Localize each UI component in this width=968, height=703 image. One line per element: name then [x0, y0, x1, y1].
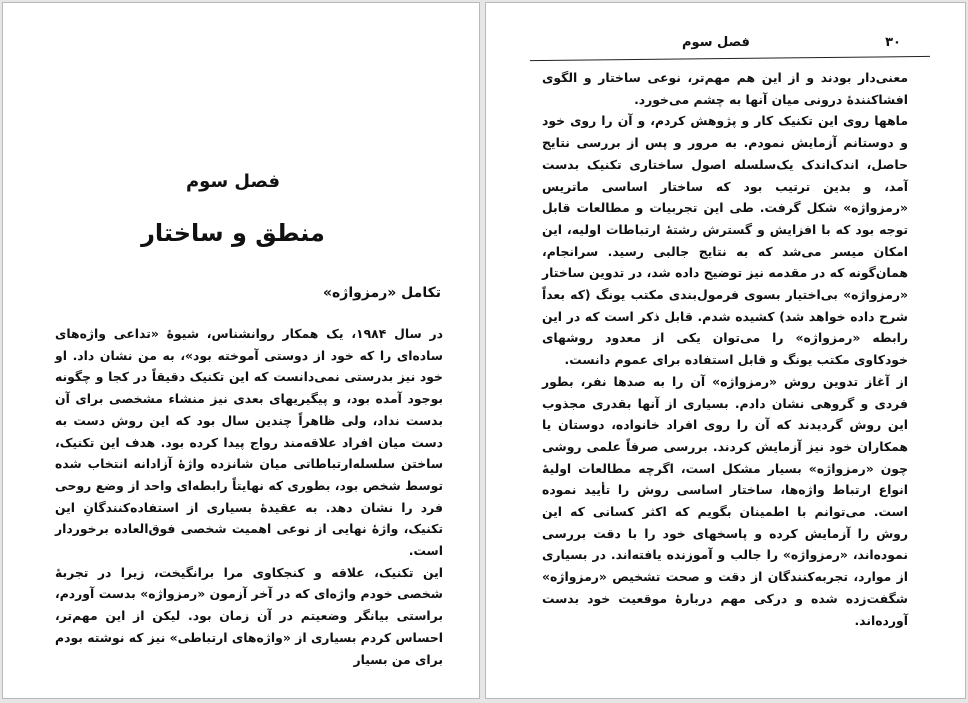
paragraph: در سال ۱۹۸۴، یک همکار روانشناس، شیوهٔ «تداعی واژه‌های ساده‌ای را که خود از دوستی آموخته بود»، به من نشان داد. او خود نیز بدرستی نمی‌دانست که این تکنیک دقیقاً در کجا و چگونه بوجود آمده بود، و پیگیریهای بعدی نیز منشاء مشخصی برای آن بدست نداد، ولی ظاهراً چندین سال بود که این روش دست به دست میان افراد علاقه‌مند رواج پیدا کرده بود. هدف این تکنیک، ساختن سلسله‌ارتباطاتی میان شانزده واژهٔ آزادانه انتخاب شده توسط شخص بود، بطوری که نهایتاً رابطه‌ای واحد از وضع روحی فرد را نشان دهد. به عقیدهٔ بسیاری از استفاده‌کنندگانِ این تکنیک، واژهٔ نهایی از نوعی اهمیت شخصی فوق‌العاده برخوردار است.: [55, 326, 443, 559]
paragraph: معنی‌دار بودند و از این هم مهم‌تر، نوعی ساختار و الگوی افشاکنندهٔ درونی میان آنها به چشم می‌خورد.: [542, 70, 908, 107]
left-body-text: [55, 323, 443, 670]
chapter-label: فصل سوم: [185, 171, 281, 192]
right-page: [485, 2, 966, 699]
section-heading: تکامل «رمزواژه»: [322, 285, 441, 301]
paragraph: ماهها روی این تکنیک کار و پژوهش کردم، و آن را روی خود و دوستانم آزمایش نمودم. به مرور و پس از بررسی نتایج حاصل، اندک‌اندک یک‌سلسله اصول ساختاری تکنیک بدست آمد، و بدین ترتیب بود که ساختار اساسی ماتریس «رمزواژه» شکل گرفت. طی این تجربیات و مطالعات قابل توجه بود که با افزایش و گسترش رشتهٔ ارتباطات اولیه، این امکان میسر می‌شد که به نتایج جالبی رسید. سرانجام، همان‌گونه که در مقدمه نیز توضیح داده شد، در تدوین ساختار «رمزواژه» بی‌اختیار بسوی فرمول‌بندی مکتب یونگ (که بعداً شرح داده خواهد شد) کشیده شدم. قابل ذکر است که در این رابطه «رمزواژه» را می‌توان یکی از معدود روشهای خودکاوی مکتب یونگ و قابل استفاده برای عموم دانست.: [542, 113, 908, 368]
right-body-text: [542, 67, 908, 631]
header-rule: [530, 56, 930, 61]
left-page: [2, 2, 480, 699]
chapter-title: منطق و ساختار: [141, 219, 325, 247]
running-head: فصل سوم: [682, 35, 750, 50]
paragraph: این تکنیک، علاقه و کنجکاوی مرا برانگیخت، زیرا در تجربهٔ شخصی خودم واژه‌ای که در آخر آزمون «رمزواژه» بدست آوردم، براستی بیانگر وضعیتم در آن زمان بود. لیکن از این مهم‌تر، احساس کردم بسیاری از «واژه‌های ارتباطی» نیز که نوشته بودم برای من بسیار: [55, 564, 443, 667]
paragraph: از آغاز تدوین روش «رمزواژه» آن را به صدها نفر، بطور فردی و گروهی نشان دادم. بسیاری از آنها بقدری مجذوب این روش گردیدند که آن را روی افراد خانواده، دوستان یا همکاران خود نیز آزمایش کردند. بررسی صرفاً علمی روشی چون «رمزواژه» بسیار مشکل است، اگرچه مطالعات اولیهٔ انواع ارتباط واژه‌ها، ساختار اساسی روش را تأیید نموده است. می‌توانم با اطمینان بگویم که اکثر کسانی که این روش را آزمایش کرده و پاسخهای خود را با دقت بررسی نموده‌اند، «رمزواژه» را جالب و آموزنده یافته‌اند. در بسیاری از موارد، تجربه‌کنندگان از دقت و صحت تشخیص «رمزواژه» شگفت‌زده شده و درکی مهم دربارهٔ موقعیت خود بدست آورده‌اند.: [542, 373, 908, 628]
page-number: ۳۰: [885, 35, 901, 50]
